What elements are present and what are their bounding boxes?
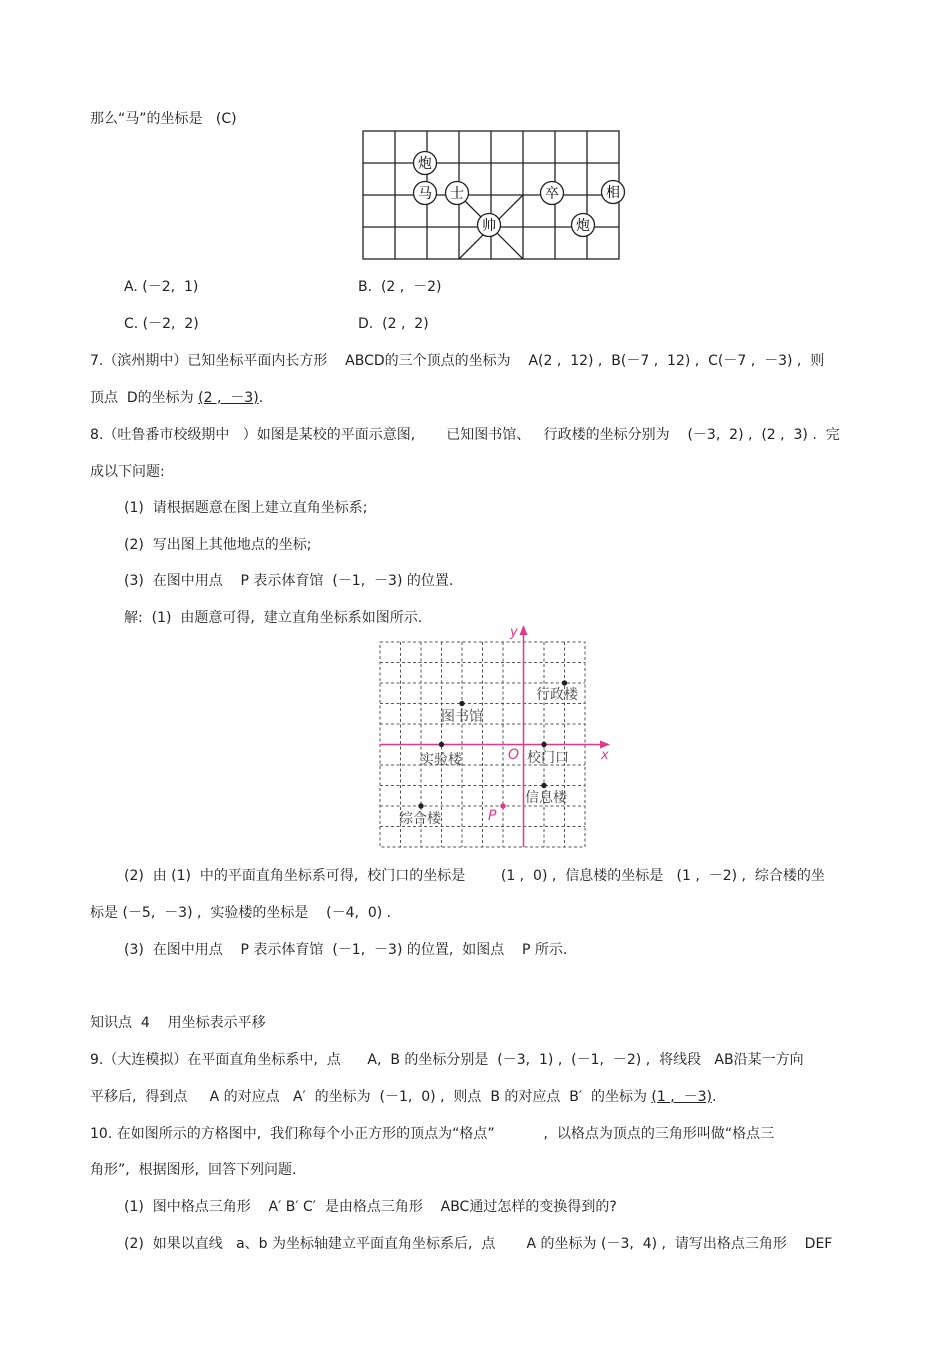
label-tushu: 图书馆 bbox=[441, 709, 483, 725]
point-zonghe bbox=[418, 803, 423, 808]
point-shiyan bbox=[439, 742, 444, 747]
q9-line-2: 平移后, 得到点 A 的对应点 A′ 的坐标为 (－1, 0) , 则点 B 的对应点 B′ 的坐标为 (1 , －3). bbox=[90, 1089, 717, 1105]
q8-solution-3: (3) 在图中用点 P 表示体育馆 (－1, －3) 的位置, 如图点 P 所示. bbox=[124, 942, 568, 958]
option-d: D. (2 , 2) bbox=[358, 316, 429, 332]
y-axis-label: y bbox=[510, 625, 518, 640]
chess-piece-pao-2 bbox=[572, 214, 595, 237]
svg-text:士: 士 bbox=[450, 186, 464, 202]
q8-part-2: (2) 写出图上其他地点的坐标; bbox=[124, 537, 312, 553]
q7-answer: (2 , －3) bbox=[198, 390, 259, 406]
q10-line-2: 角形”, 根据图形, 回答下列问题. bbox=[90, 1162, 297, 1178]
q8-line-2: 成以下问题: bbox=[90, 464, 165, 480]
point-p bbox=[500, 803, 505, 808]
option-b: B. (2 , －2) bbox=[358, 279, 442, 295]
q10-part-1: (1) 图中格点三角形 A′ B′ C′ 是由格点三角形 ABC通过怎样的变换得到的? bbox=[124, 1199, 617, 1215]
option-a: A. (－2, 1) bbox=[124, 279, 199, 295]
label-xingzheng: 行政楼 bbox=[536, 687, 578, 703]
chess-piece-pao-1 bbox=[414, 152, 437, 175]
x-axis-label: x bbox=[601, 748, 609, 763]
q6-tail: 那么“马”的坐标是 (C) bbox=[90, 111, 237, 127]
board-grid bbox=[363, 131, 619, 259]
chess-piece-ma bbox=[414, 182, 437, 205]
label-p: P bbox=[488, 808, 497, 824]
q8-solution-2-line-2: 标是 (－5, －3) , 实验楼的坐标是 (－4, 0) . bbox=[90, 905, 392, 921]
q10-line-1: 10. 在如图所示的方格图中, 我们称每个小正方形的顶点为“格点” , 以格点为顶点的三角形叫做“格点三 bbox=[90, 1126, 775, 1142]
q10-part-2: (2) 如果以直线 a、b 为坐标轴建立平面直角坐标系后, 点 A 的坐标为 (－3, 4) , 请写出格点三角形 DEF bbox=[124, 1236, 833, 1252]
point-xiaomen bbox=[541, 742, 546, 747]
section-heading: 知识点 4 用坐标表示平移 bbox=[90, 1015, 266, 1031]
chess-piece-xiang bbox=[602, 181, 625, 204]
point-xingzheng bbox=[562, 680, 567, 685]
label-shiyan: 实验楼 bbox=[420, 752, 462, 768]
school-plan-figure bbox=[370, 620, 620, 852]
label-xiaomen: 校门口 bbox=[527, 750, 569, 766]
chess-piece-zu bbox=[541, 182, 564, 205]
q9-line-1: 9.（大连模拟）在平面直角坐标系中, 点 A, B 的坐标分别是 (－3, 1) , (－1, －2) , 将线段 AB沿某一方向 bbox=[90, 1052, 804, 1068]
q7-line-1: 7.（滨州期中）已知坐标平面内长方形 ABCD的三个顶点的坐标为 A(2 , 12) , B(－7 , 12) , C(－7 , －3) , 则 bbox=[90, 353, 825, 369]
svg-text:炮: 炮 bbox=[418, 156, 432, 172]
svg-text:帅: 帅 bbox=[482, 218, 496, 234]
point-xinxi bbox=[541, 783, 546, 788]
svg-text:相: 相 bbox=[606, 185, 620, 201]
point-tushu bbox=[459, 701, 464, 706]
chess-piece-shuai bbox=[478, 214, 501, 237]
label-xinxi: 信息楼 bbox=[525, 790, 567, 806]
q8-line-1: 8.（吐鲁番市校级期中 ）如图是某校的平面示意图, 已知图书馆、 行政楼的坐标分别为 (－3, 2) , (2 , 3) . 完 bbox=[90, 427, 840, 443]
y-axis-arrow bbox=[520, 625, 528, 635]
svg-text:卒: 卒 bbox=[545, 186, 559, 202]
q8-solution-1: 解: (1) 由题意可得, 建立直角坐标系如图所示. bbox=[124, 610, 423, 626]
svg-text:马: 马 bbox=[418, 186, 432, 202]
q8-part-3: (3) 在图中用点 P 表示体育馆 (－1, －3) 的位置. bbox=[124, 573, 454, 589]
option-c: C. (－2, 2) bbox=[124, 316, 199, 332]
svg-text:炮: 炮 bbox=[576, 218, 590, 234]
q8-solution-2-line-1: (2) 由 (1) 中的平面直角坐标系可得, 校门口的坐标是 (1 , 0) , 信息楼的坐标是 (1 , －2) , 综合楼的坐 bbox=[124, 868, 825, 884]
q8-part-1: (1) 请根据题意在图上建立直角坐标系; bbox=[124, 500, 368, 516]
label-zonghe: 综合楼 bbox=[399, 811, 441, 827]
origin-label: O bbox=[508, 747, 520, 763]
q7-line-2: 顶点 D的坐标为 (2 , －3). bbox=[90, 390, 264, 406]
q9-answer: (1 , －3) bbox=[651, 1089, 712, 1105]
chess-board-figure bbox=[355, 124, 635, 264]
chess-piece-shi bbox=[446, 182, 469, 205]
